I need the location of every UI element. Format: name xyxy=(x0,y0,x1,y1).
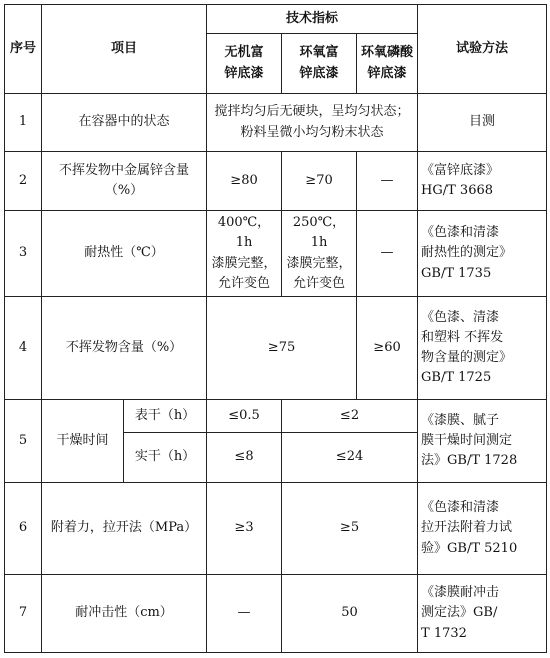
method-line: 法》GB/T 1728 xyxy=(421,453,518,469)
item-line: 不挥发物中金属锌含量 xyxy=(59,162,190,178)
row-seq: 5 xyxy=(5,400,42,483)
paint-name-line: 环氧磷酸 xyxy=(361,45,414,61)
table-row xyxy=(5,575,547,653)
row-seq: 2 xyxy=(5,152,42,211)
method-line: 《色漆和清漆 xyxy=(421,500,500,516)
row-method xyxy=(418,211,547,297)
row-item: 干燥时间 xyxy=(42,400,124,483)
row-item: 耐冲击性（cm） xyxy=(42,575,207,653)
row-value-phosphate: ≥60 xyxy=(357,297,418,400)
row-value-inorganic: — xyxy=(207,575,282,653)
row-method xyxy=(418,297,547,400)
paint-name-line: 环氧富 xyxy=(299,45,339,61)
table-row xyxy=(5,94,547,152)
value-line: 允许变色 xyxy=(293,275,346,291)
method-line: 测定法》GB/ xyxy=(421,605,498,621)
row-item xyxy=(42,152,207,211)
header-seq: 序号 xyxy=(5,5,42,94)
row-seq: 7 xyxy=(5,575,42,653)
value-line: 搅拌均匀后无硬块，呈均匀状态； xyxy=(214,104,410,120)
method-line: HG/T 3668 xyxy=(421,183,494,198)
item-line: （%） xyxy=(104,183,144,198)
value-line: 250℃，1h xyxy=(292,215,346,251)
table-row xyxy=(5,483,547,575)
row-value-inorganic: ≥80 xyxy=(207,152,282,211)
value-line: 粉料呈微小均匀粉末状态 xyxy=(240,124,384,140)
row-value-epoxy-phosphate: ≤2 xyxy=(282,400,418,433)
row-value-epoxy-phosphate: ≤24 xyxy=(282,433,418,483)
method-line: 验》GB/T 5210 xyxy=(421,540,518,556)
header-row xyxy=(5,5,547,34)
header-method: 试验方法 xyxy=(418,5,547,94)
method-line: 耐热性的测定》 xyxy=(421,245,513,261)
row-value-epoxy-phosphate: ≥5 xyxy=(282,483,418,575)
value-line: 400℃，1h xyxy=(217,215,271,251)
table-row xyxy=(5,400,547,433)
row-method xyxy=(418,152,547,211)
method-line: 《色漆和清漆 xyxy=(421,225,500,241)
row-value-inorganic: ≤0.5 xyxy=(207,400,282,433)
row-item: 在容器中的状态 xyxy=(42,94,207,152)
method-line: GB/T 1725 xyxy=(421,370,492,386)
header-paint-inorganic-zinc xyxy=(207,34,282,94)
row-seq: 3 xyxy=(5,211,42,297)
method-line: 《色漆、清漆 xyxy=(421,309,500,325)
table-row xyxy=(5,297,547,400)
method-line: 《富锌底漆》 xyxy=(421,162,500,178)
row-method xyxy=(418,400,547,483)
row-item: 不挥发物含量（%） xyxy=(42,297,207,400)
row-method xyxy=(418,575,547,653)
method-line: 膜干燥时间测定 xyxy=(421,432,513,448)
table-row xyxy=(5,152,547,211)
row-method xyxy=(418,483,547,575)
method-line: 《漆膜、腻子 xyxy=(421,412,500,428)
method-line: 和塑料 不挥发 xyxy=(421,329,504,345)
value-line: 漆膜完整， xyxy=(286,255,352,271)
paint-name-line: 锌底漆 xyxy=(299,65,339,81)
row-value-epoxy-phosphate: 50 xyxy=(282,575,418,653)
method-line: 物含量的测定》 xyxy=(421,350,513,365)
row-value-phosphate: — xyxy=(357,152,418,211)
row-item: 耐热性（℃） xyxy=(42,211,207,297)
table-row xyxy=(5,211,547,297)
header-paint-epoxy-zinc xyxy=(282,34,357,94)
header-paint-epoxy-phosphate xyxy=(357,34,418,94)
paint-name-line: 锌底漆 xyxy=(224,65,264,81)
row-method: 目测 xyxy=(418,94,547,152)
row-value-inorganic: ≤8 xyxy=(207,433,282,483)
paint-name-line: 无机富 xyxy=(224,45,264,61)
row-item: 附着力，拉开法（MPa） xyxy=(42,483,207,575)
header-item: 项目 xyxy=(42,5,207,94)
row-value-inorganic xyxy=(207,211,282,297)
method-line: 拉开法附着力试 xyxy=(421,520,513,536)
row-value-epoxy xyxy=(282,211,357,297)
method-line: T 1732 xyxy=(421,625,467,641)
spec-table xyxy=(4,4,547,653)
row-seq: 1 xyxy=(5,94,42,152)
row-value-inorganic-epoxy: ≥75 xyxy=(207,297,357,400)
row-merged-value xyxy=(207,94,418,152)
row-value-inorganic: ≥3 xyxy=(207,483,282,575)
value-line: 允许变色 xyxy=(218,275,271,291)
row-value-phosphate: — xyxy=(357,211,418,297)
row-seq: 6 xyxy=(5,483,42,575)
row-subitem-surface-dry: 表干（h） xyxy=(124,400,207,433)
row-subitem-hard-dry: 实干（h） xyxy=(124,433,207,483)
header-tech: 技术指标 xyxy=(207,5,418,34)
method-line: GB/T 1735 xyxy=(421,265,492,281)
method-line: 《漆膜耐冲击 xyxy=(421,585,500,601)
value-line: 漆膜完整， xyxy=(211,255,277,271)
row-value-epoxy: ≥70 xyxy=(282,152,357,211)
paint-name-line: 锌底漆 xyxy=(367,65,407,81)
row-seq: 4 xyxy=(5,297,42,400)
